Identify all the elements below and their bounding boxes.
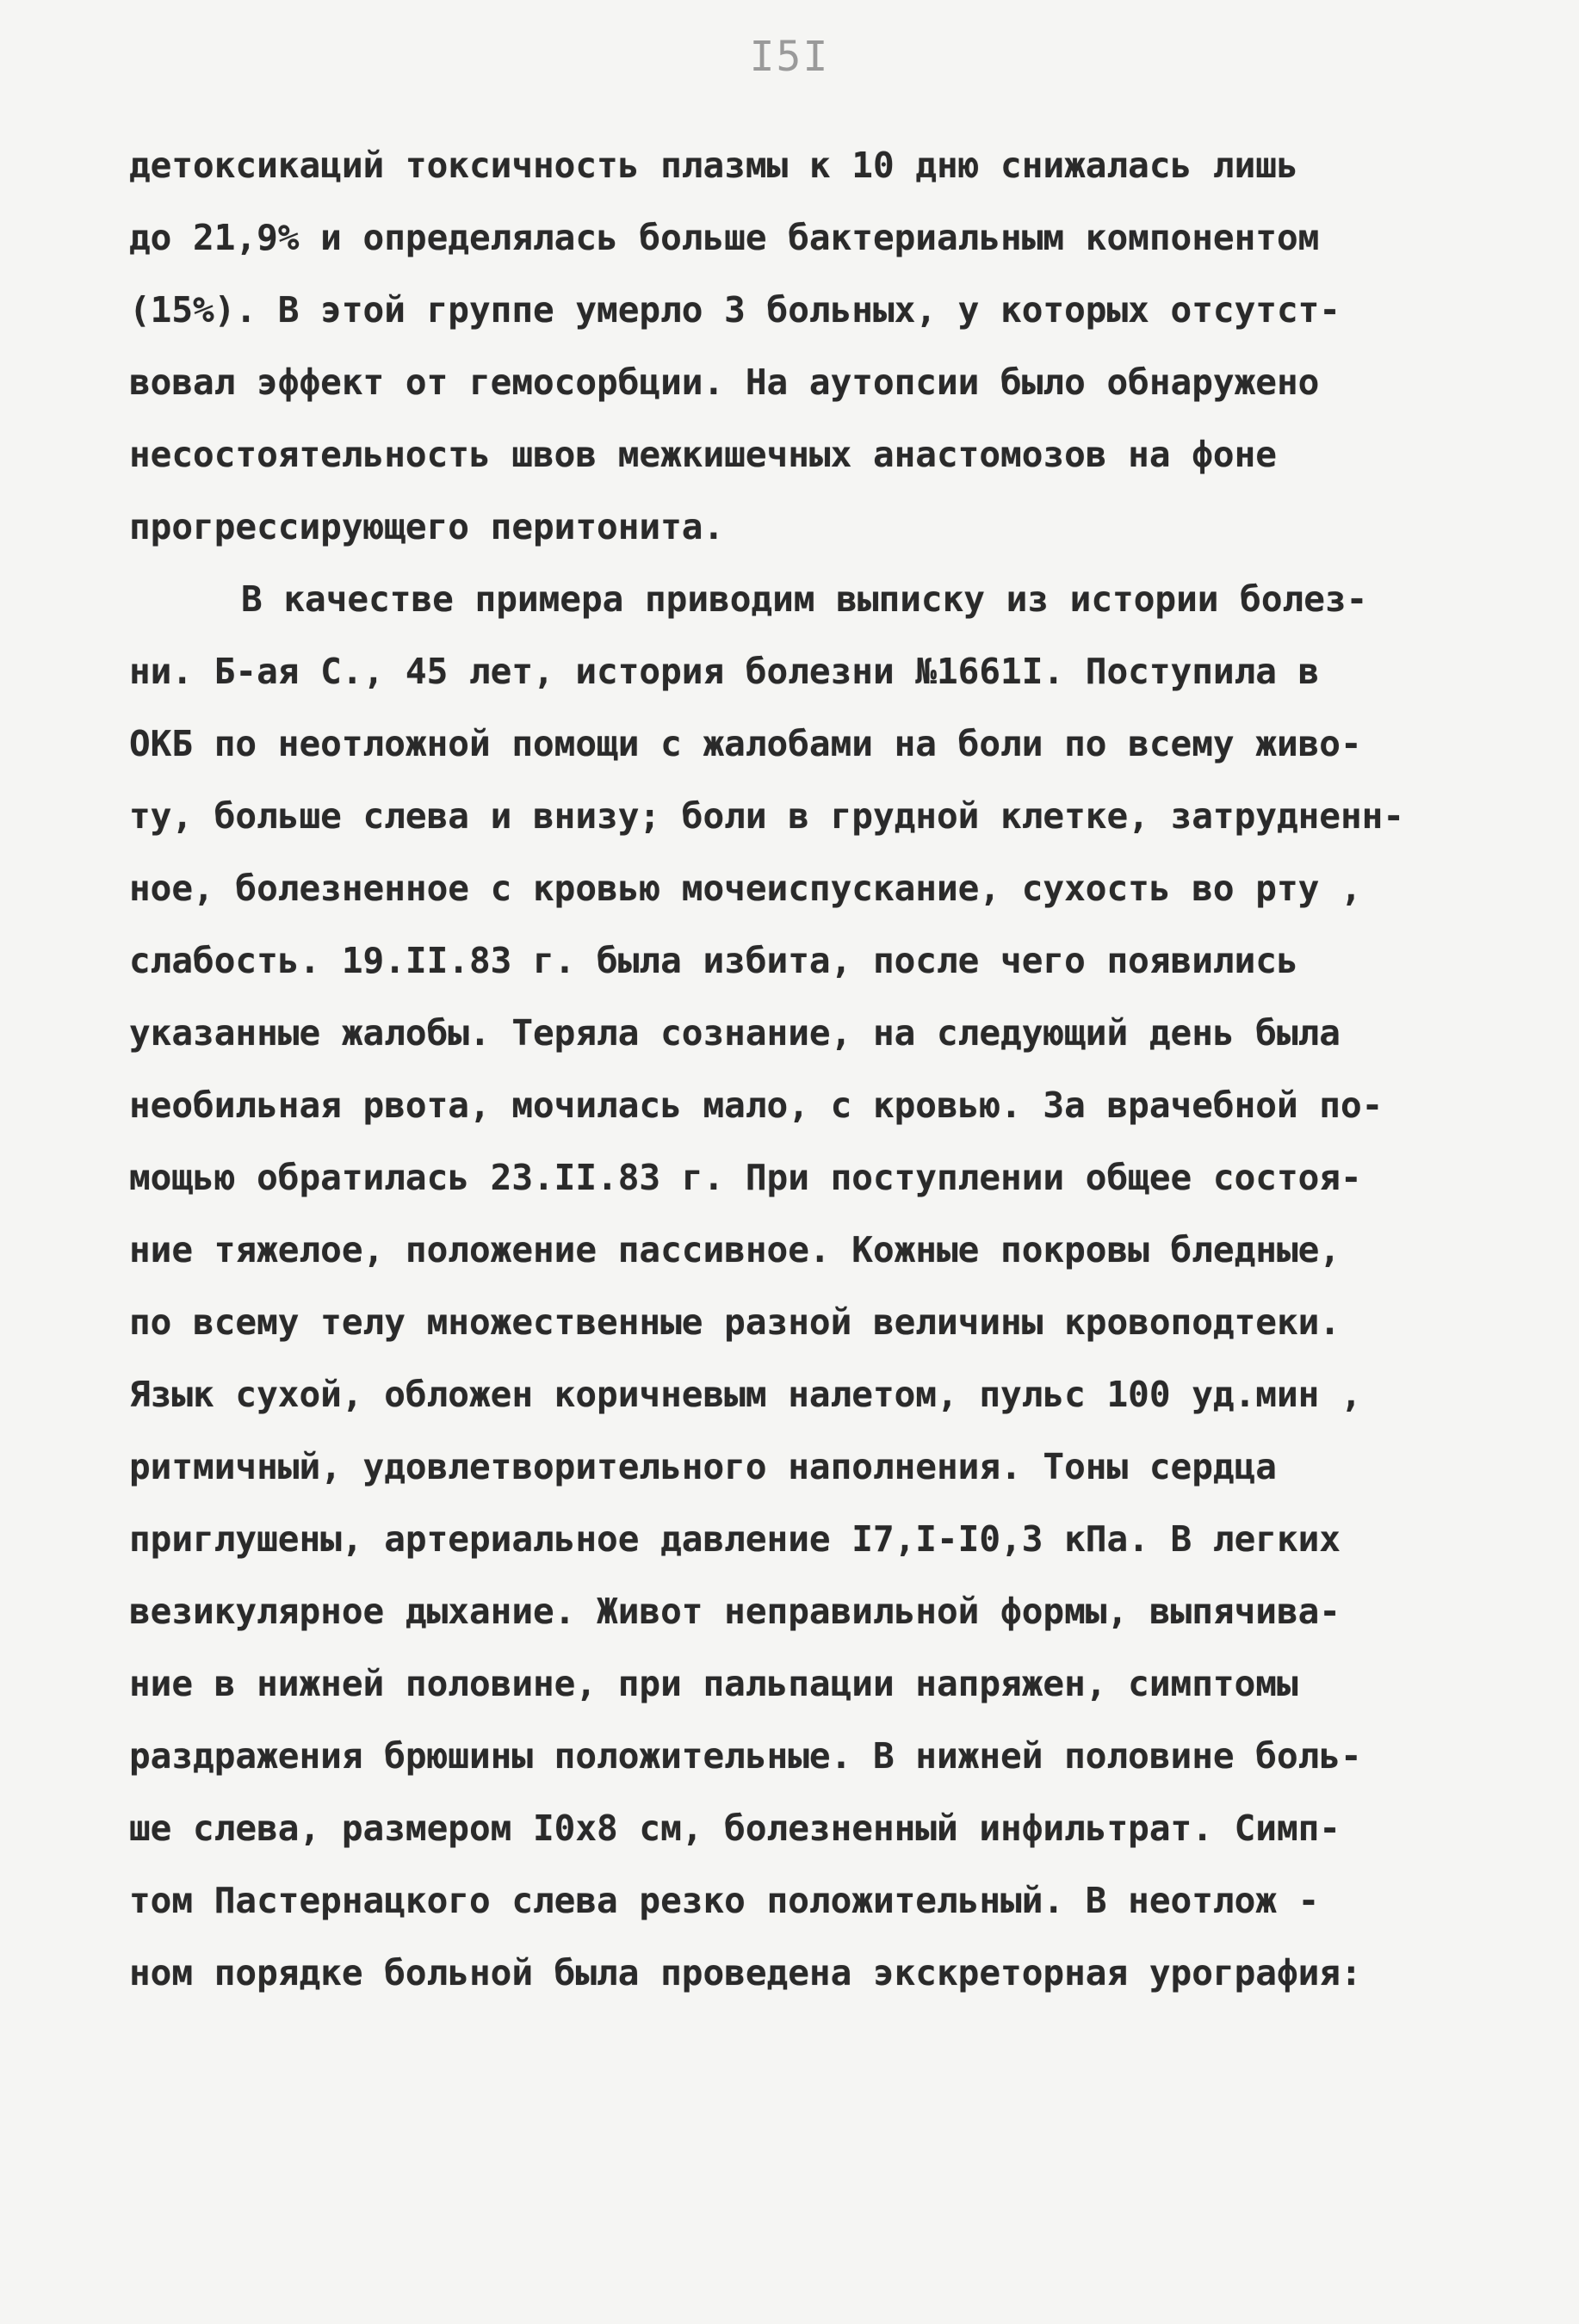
text-line: том Пастернацкого слева резко положительный. В неотлож - xyxy=(129,1880,1320,1921)
text-line: несостоятельность швов межкишечных анастомозов на фоне xyxy=(129,434,1277,475)
text-line: ше слева, размером I0x8 см, болезненный инфильтрат. Симп- xyxy=(129,1808,1341,1849)
text-line: везикулярное дыхание. Живот неправильной формы, выпячива- xyxy=(129,1591,1341,1632)
text-line: указанные жалобы. Теряла сознание, на следующий день была xyxy=(129,1012,1341,1054)
text-line: ОКБ по неотложной помощи с жалобами на боли по всему живо- xyxy=(129,723,1362,764)
text-line: Язык сухой, обложен коричневым налетом, пульс 100 уд.мин , xyxy=(129,1374,1362,1415)
text-line: прогрессирующего перитонита. xyxy=(129,506,725,547)
text-line: В качестве примера приводим выписку из истории болез- xyxy=(241,578,1368,620)
text-line: ние в нижней половине, при пальпации напряжен, симптомы xyxy=(129,1663,1298,1704)
text-line: необильная рвота, мочилась мало, с кровью. За врачебной по- xyxy=(129,1085,1384,1126)
text-line: приглушены, артериальное давление I7,I-I0,3 кПа. В легких xyxy=(129,1518,1341,1560)
text-line: раздражения брюшины положительные. В нижней половине боль- xyxy=(129,1735,1362,1777)
text-line: ни. Б-ая С., 45 лет, история болезни №1661I. Поступила в xyxy=(129,651,1320,692)
text-line: ние тяжелое, положение пассивное. Кожные покровы бледные, xyxy=(129,1229,1341,1270)
document-body xyxy=(129,129,1472,2009)
text-line: ном порядке больной была проведена экскреторная урография: xyxy=(129,1952,1362,1993)
text-line: ное, болезненное с кровью мочеиспускание, сухость во рту , xyxy=(129,868,1362,909)
text-line: ту, больше слева и внизу; боли в грудной клетке, затрудненн- xyxy=(129,795,1405,837)
page-number: I5I xyxy=(749,33,830,81)
text-line: слабость. 19.II.83 г. была избита, после чего появились xyxy=(129,940,1298,981)
text-line: (15%). В этой группе умерло 3 больных, у которых отсутст- xyxy=(129,289,1341,331)
text-line: вовал эффект от гемосорбции. На аутопсии было обнаружено xyxy=(129,362,1320,403)
text-line: до 21,9% и определялась больше бактериальным компонентом xyxy=(129,217,1320,258)
text-line: ритмичный, удовлетворительного наполнения. Тоны сердца xyxy=(129,1446,1277,1487)
text-line: по всему телу множественные разной величины кровоподтеки. xyxy=(129,1301,1341,1343)
text-line: мощью обратилась 23.II.83 г. При поступлении общее состоя- xyxy=(129,1157,1362,1198)
text-line: детоксикаций токсичность плазмы к 10 дню снижалась лишь xyxy=(129,145,1298,186)
